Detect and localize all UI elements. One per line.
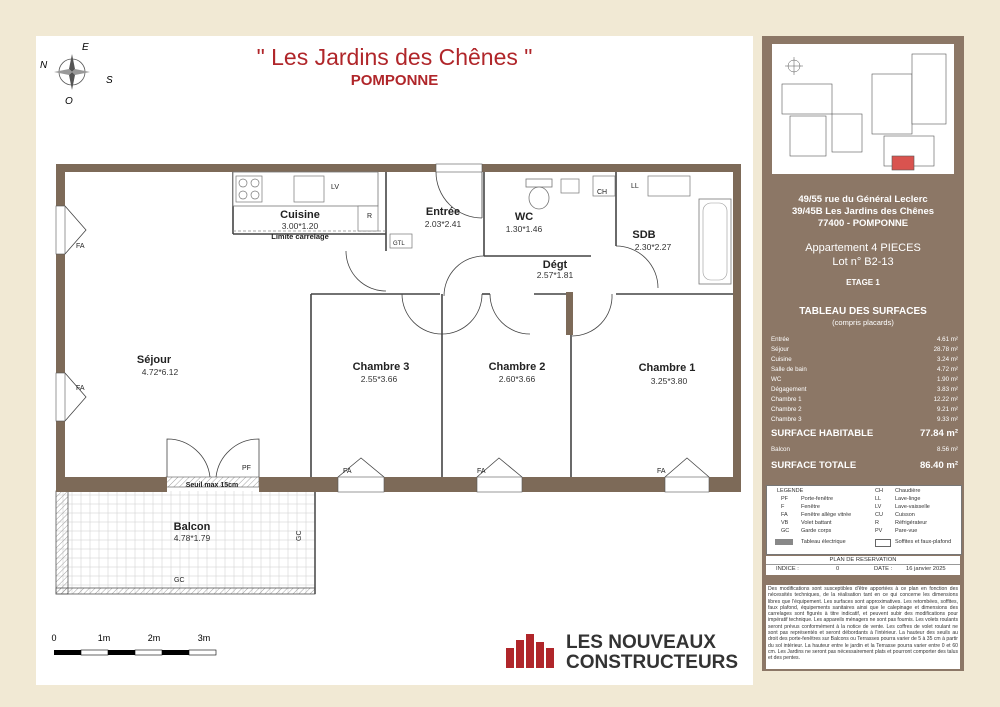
room-sejour-name: Séjour: [136, 354, 172, 366]
room-cuisine-name: Cuisine: [280, 209, 320, 221]
code-gc-front: GC: [174, 577, 185, 584]
room-wc-dim: 1.30*1.46: [505, 224, 543, 234]
code-fa-3: FA: [343, 468, 352, 475]
room-degt-name: Dégt: [542, 259, 568, 271]
room-entree-name: Entrée: [425, 206, 461, 218]
info-sidebar: [762, 36, 964, 671]
outer-walls: [56, 164, 741, 492]
code-lv: LV: [331, 184, 340, 191]
surfaces-title: TABLEAU DES SURFACES: [799, 306, 927, 317]
indice-label: INDICE :: [776, 566, 799, 572]
plan-sheet: [36, 36, 753, 685]
date-label: DATE :: [874, 566, 893, 572]
scale-2m: 2m: [147, 633, 161, 643]
toilet-icon: [526, 179, 552, 209]
wc-basin: [561, 179, 579, 193]
balcony-front-rail: [56, 588, 315, 594]
table-row: WC 1.90 m²: [771, 375, 958, 383]
washbasin: [648, 176, 690, 196]
brand-logo: [506, 632, 738, 673]
room-wc-name: WC: [514, 211, 534, 223]
threshold-label: Seuil max 15cm: [185, 482, 239, 489]
brand-line1: LES NOUVEAUX: [566, 632, 716, 653]
map-compass-icon: [785, 57, 803, 75]
legend-title: LEGENDE: [777, 488, 804, 494]
column: [566, 292, 573, 335]
table-row: Séjour 28.78 m²: [771, 345, 958, 353]
room-chambre1-name: Chambre 1: [638, 362, 696, 374]
table-row: Dégagement 3.83 m²: [771, 385, 958, 393]
code-fa-4: FA: [477, 468, 486, 475]
floor-level: ETAGE 1: [846, 278, 880, 287]
table-row: Chambre 1 12.22 m²: [771, 395, 958, 403]
code-ch: CH: [597, 189, 608, 196]
legend: LEGENDE PF Porte-fenêtre F Fenêtre FA Fenêtre allège vitrée VB Volet battant GC Garde corps CH Chaudière LL Lave-linge LV Lave-vaisselle CU Cuisson R Réfrigérateur PV Pare-vue Tableau électrique Soffites et faux-plafond: [766, 485, 962, 555]
habitable-surface: SURFACE HABITABLE 77.84 m²: [771, 428, 958, 439]
room-chambre2-dim: 2.60*3.66: [498, 374, 536, 384]
code-fa-2: FA: [76, 385, 85, 392]
kitchen-counter: [233, 172, 378, 206]
surfaces-table: [771, 334, 958, 424]
compass-e: E: [82, 42, 89, 53]
scale-1m: 1m: [97, 633, 111, 643]
table-row: Cuisine 3.24 m²: [771, 355, 958, 363]
room-chambre3-dim: 2.55*3.66: [360, 374, 398, 384]
soffit-icon: [875, 539, 891, 547]
legend-soffites: Soffites et faux-plafond: [895, 539, 952, 545]
balcony-side-rail: [56, 491, 68, 594]
code-fa-1: FA: [76, 243, 85, 250]
scale-3m: 3m: [197, 633, 211, 643]
apartment-type: Appartement 4 PIECES: [805, 242, 921, 254]
code-gc-side: GC: [296, 530, 303, 541]
address-line-3: 77400 - POMPONNE: [817, 218, 909, 229]
tile-limit-note: Limite carrelage: [271, 232, 329, 241]
scale-bar: [51, 633, 216, 655]
electric-panel-icon: [775, 539, 793, 545]
compass-s: S: [106, 75, 113, 86]
project-title: " Les Jardins des Chênes ": [256, 44, 533, 70]
room-sdb-dim: 2.30*2.27: [634, 242, 672, 252]
room-cuisine-dim: 3.00*1.20: [281, 221, 319, 231]
compass-o: O: [65, 96, 73, 107]
room-balcon-dim: 4.78*1.79: [173, 533, 211, 543]
table-row: Chambre 3 9.33 m²: [771, 415, 958, 423]
room-chambre3-name: Chambre 3: [352, 361, 410, 373]
compass-icon: [40, 42, 113, 107]
address-line-2: 39/45B Les Jardins des Chênes: [791, 206, 935, 217]
table-row: Entrée 4.61 m²: [771, 335, 958, 343]
reservation-title: PLAN DE RESERVATION: [766, 556, 960, 565]
table-row: Salle de bain 4.72 m²: [771, 365, 958, 373]
indice-value: 0: [836, 566, 840, 572]
address-line-1: 49/55 rue du Général Leclerc: [798, 194, 928, 205]
room-chambre2-name: Chambre 2: [488, 361, 546, 373]
disclaimer-notes: Des modifications sont susceptibles d'être apportées à ce plan en fonction des nécessités techniques, de la réalisation tant en ce qui concerne les dimensions libres que l'équipement. Les surfaces sont approximatives. Les retombées, soffites, faux plafond, équipements sanitaires ainsi que le calepinage et dimensions des carrelages sont figurés à titre indicatif, et peuvent subir des modifications pour impératif technique. Les appareils ménagers ne sont pas fournis. Les volets roulants seront prévus conformément à la notice de vente. Les coffres de volet roulant ne sont pas représentés et seront débordants à l'intérieur. La hauteur des seuils au droit des porte-fenêtres sur Balcons ou Terrasses pourra varier de 5 à 35 cm à partir du sol intérieur. La hauteur entre le jardin et la Terrasse pourra varier entre 0 et 60 cm. Les Jardins ne seront pas nécessairement plats et pourront comporter des talus et des pentes.: [766, 585, 960, 669]
room-chambre1-dim: 3.25*3.80: [650, 376, 688, 386]
code-ll: LL: [631, 183, 639, 190]
room-entree-dim: 2.03*2.41: [424, 219, 462, 229]
code-fa-5: FA: [657, 468, 666, 475]
bathtub: [699, 199, 731, 284]
brand-line2: CONSTRUCTEURS: [566, 652, 739, 673]
code-gtl: GTL: [393, 241, 405, 247]
scale-0: 0: [51, 633, 57, 643]
room-balcon-name: Balcon: [173, 521, 211, 533]
project-city: POMPONNE: [350, 72, 439, 89]
lot-number: Lot n° B2-13: [832, 256, 894, 268]
date-value: 16 janvier 2025: [906, 566, 946, 572]
floor-plan: [36, 36, 753, 685]
room-sdb-name: SDB: [632, 229, 656, 241]
balcony-surface: Balcon 8.56 m²: [771, 446, 958, 453]
compass-n: N: [40, 60, 48, 71]
code-pf: PF: [242, 465, 251, 472]
total-surface: SURFACE TOTALE 86.40 m²: [771, 460, 958, 471]
surfaces-subtitle: (compris placards): [832, 318, 894, 327]
room-degt-dim: 2.57*1.81: [536, 270, 574, 280]
legend-elec: Tableau électrique: [801, 539, 846, 545]
reservation-block: [766, 556, 960, 575]
table-row: Chambre 2 9.21 m²: [771, 405, 958, 413]
code-r: R: [367, 213, 373, 220]
location-map: [772, 44, 954, 174]
room-sejour-dim: 4.72*6.12: [141, 367, 179, 377]
